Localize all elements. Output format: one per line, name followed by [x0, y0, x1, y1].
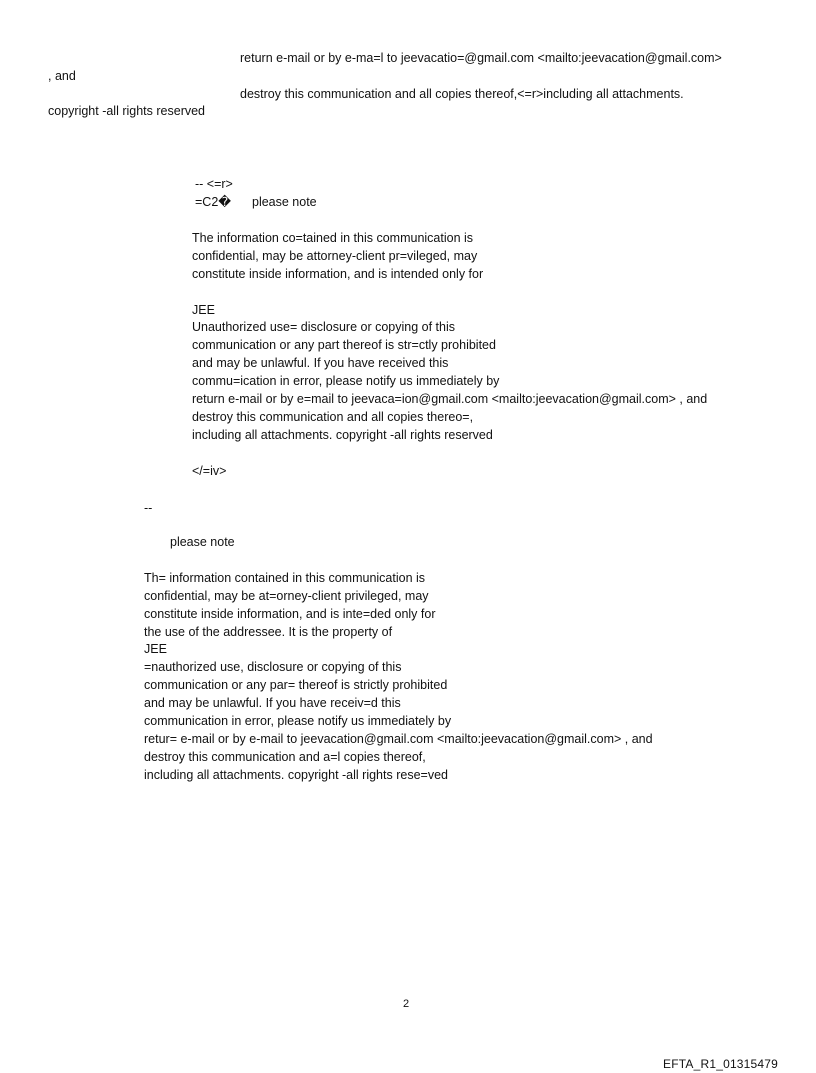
block1-p2-line: Unauthorized use= disclosure or copying of this [192, 320, 455, 334]
top-line-and: , and [48, 69, 76, 83]
document-id: EFTA_R1_01315479 [663, 1057, 779, 1071]
block2-heading: please note [170, 535, 235, 549]
block1-marker: =C2� [195, 195, 232, 209]
top-line-return: return e-mail or by e-ma=l to jeevacatio=@gmail.com <mailto:jeevacation@gmail.com> [240, 51, 722, 65]
block2-p1-line: the use of the addressee. It is the property of [144, 625, 393, 639]
block2-p1-line: constitute inside information, and is inte=ded only for [144, 607, 436, 621]
block2-p1-line: and may be unlawful. If you have receiv=d this [144, 696, 401, 710]
top-line-copyright: copyright -all rights reserved [48, 104, 206, 118]
block2-p1-line: retur= e-mail or by e-mail to jeevacation@gmail.com <mailto:jeevacation@gmail.com> , and [144, 732, 653, 746]
block1-p1-line: The information co=tained in this communication is [192, 231, 474, 245]
block1-p2-line: JEE [192, 303, 215, 317]
block1-p2-line: return e-mail or by e=mail to jeevaca=ion@gmail.com <mailto:jeevacation@gmail.com> , and [192, 392, 708, 406]
block1-p2-line: destroy this communication and all copies thereo=, [192, 410, 474, 424]
block2-p1-line: destroy this communication and a=l copies thereof, [144, 750, 426, 764]
block2-p1-line: Th= information contained in this communication is [144, 571, 426, 585]
block1-p2-line: commu=ication in error, please notify us immediately by [192, 374, 500, 388]
block1-p2-line: communication or any part thereof is str=ctly prohibited [192, 338, 496, 352]
block2-p1-line: communication or any par= thereof is strictly prohibited [144, 678, 448, 692]
block1-p2-line: and may be unlawful. If you have received this [192, 356, 449, 370]
block1-closing-tag: </=iv> [192, 464, 227, 478]
block1-p2-line: including all attachments. copyright -all rights reserved [192, 428, 493, 442]
block1-dash: -- <=r> [195, 177, 233, 191]
block1-heading: please note [252, 195, 317, 209]
block2-p1-line: =nauthorized use, disclosure or copying of this [144, 660, 402, 674]
top-line-destroy: destroy this communication and all copies thereof,<=r>including all attachments. [240, 87, 684, 101]
block2-p1-line: confidential, may be at=orney-client privileged, may [144, 589, 429, 603]
block1-p1-line: confidential, may be attorney-client pr=vileged, may [192, 249, 478, 263]
block2-p1-line: communication in error, please notify us immediately by [144, 714, 452, 728]
page-number: 2 [403, 998, 410, 1010]
block1-p1-line: constitute inside information, and is intended only for [192, 267, 484, 281]
block2-dash: -- [144, 501, 153, 515]
block2-p1-line: JEE [144, 642, 167, 656]
block2-p1-line: including all attachments. copyright -all rights rese=ved [144, 768, 448, 782]
